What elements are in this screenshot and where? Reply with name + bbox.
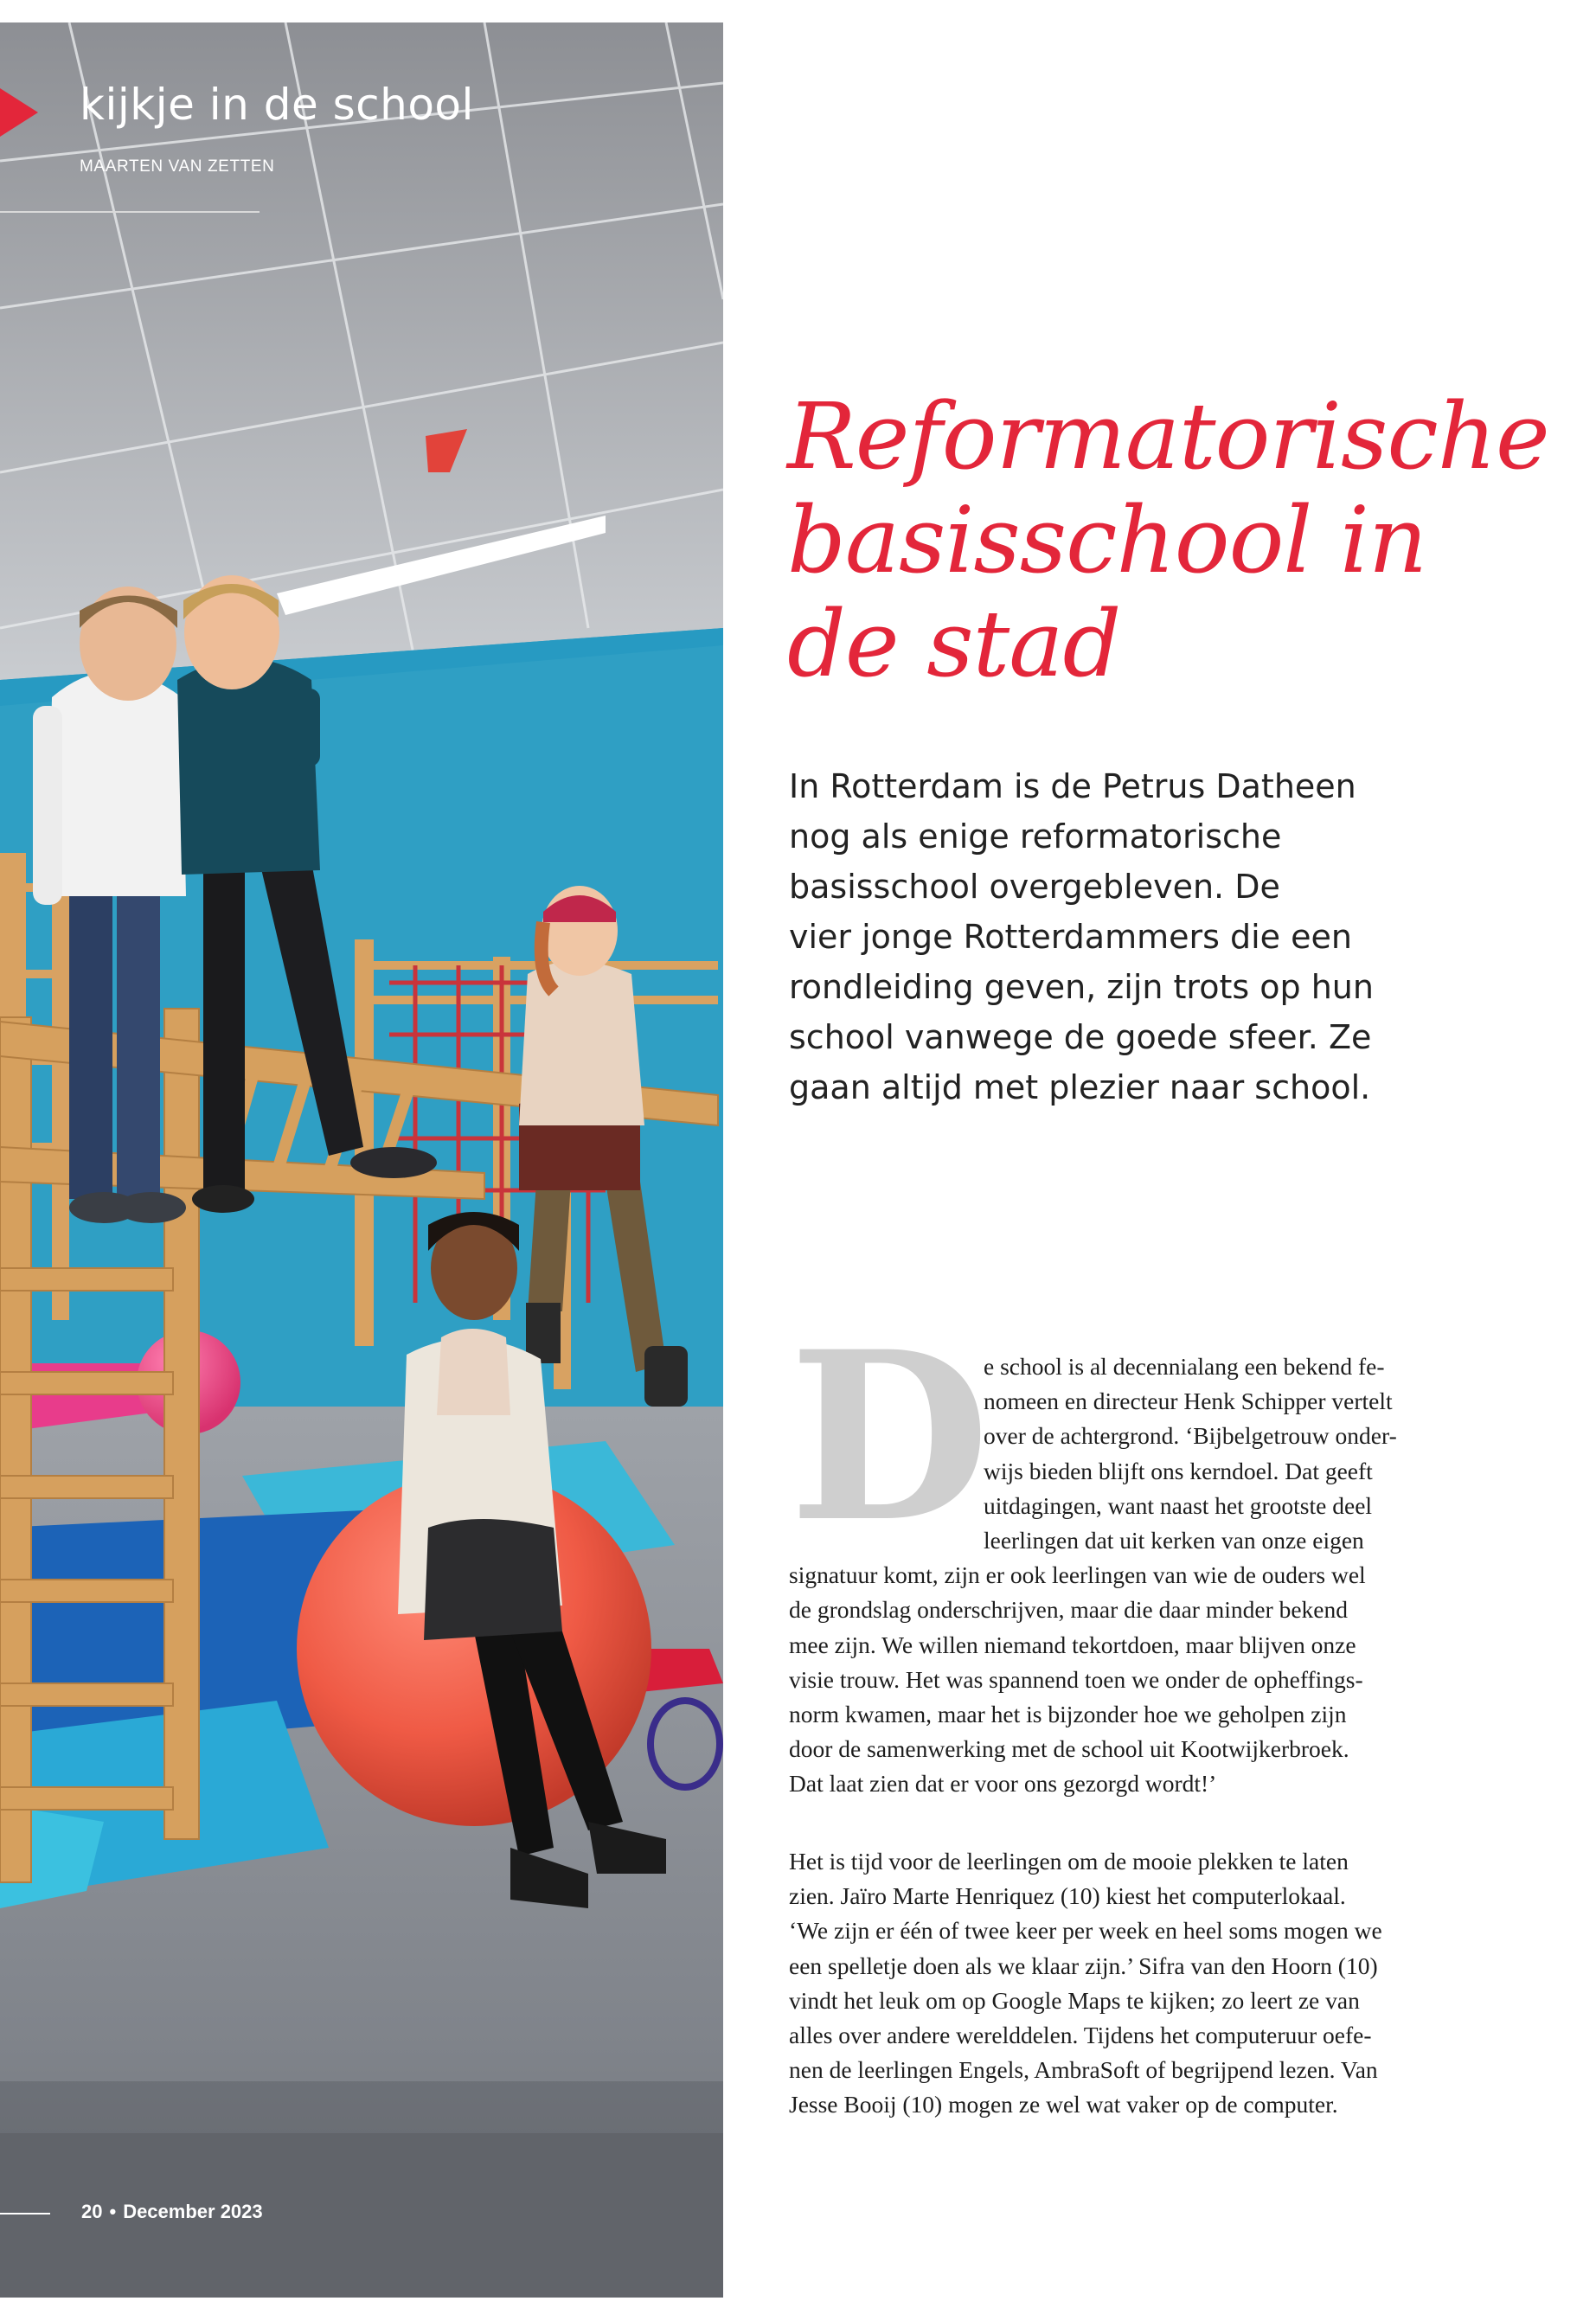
headline-line: Reformatorische bbox=[787, 383, 1549, 490]
intro-line: In Rotterdam is de Petrus Datheen bbox=[789, 767, 1356, 805]
body-line: mee zijn. We willen niemand tekortdoen, maar blijven onze bbox=[789, 1631, 1356, 1658]
section-title: kijkje in de school bbox=[80, 80, 474, 130]
article-paragraph-1 bbox=[789, 1349, 1397, 1802]
body-line: Jesse Booij (10) mogen ze wel wat vaker op de computer. bbox=[789, 2091, 1338, 2118]
intro-line: rondleiding geven, zijn trots op hun bbox=[789, 968, 1374, 1006]
body-line: nomeen en directeur Henk Schipper vertelt bbox=[984, 1388, 1393, 1415]
header-divider bbox=[0, 211, 260, 213]
intro-line: gaan altijd met plezier naar school. bbox=[789, 1068, 1371, 1106]
cover-photo bbox=[0, 22, 723, 2298]
body-line: uitdagingen, want naast het grootste deel bbox=[984, 1491, 1373, 1519]
body-line: over de achtergrond. ‘Bijbelgetrouw onder- bbox=[984, 1422, 1397, 1450]
article-paragraph-2 bbox=[789, 1844, 1382, 2123]
body-line: alles over andere werelddelen. Tijdens het computeruur oefe- bbox=[789, 2022, 1372, 2049]
body-line: door de samenwerking met de school uit Kootwijkerbroek. bbox=[789, 1735, 1349, 1763]
page-folio bbox=[81, 2201, 263, 2223]
body-line: zien. Jaïro Marte Henriquez (10) kiest het computerlokaal. bbox=[789, 1882, 1346, 1910]
body-line: norm kwamen, maar het is bijzonder hoe we geholpen zijn bbox=[789, 1701, 1347, 1728]
article-headline bbox=[787, 385, 1566, 696]
drop-cap: D bbox=[789, 1301, 990, 1574]
footer-divider bbox=[0, 2213, 50, 2214]
intro-line: basisschool overgebleven. De bbox=[789, 868, 1280, 906]
body-line: ‘We zijn er één of twee keer per week en heel soms mogen we bbox=[789, 1917, 1382, 1945]
intro-line: school vanwege de goede sfeer. Ze bbox=[789, 1018, 1372, 1056]
body-line: e school is al decennialang een bekend fe- bbox=[984, 1353, 1385, 1380]
body-line: vindt het leuk om op Google Maps te kijken; zo leert ze van bbox=[789, 1986, 1360, 2014]
page-number: 20 bbox=[81, 2201, 103, 2222]
body-line: visie trouw. Het was spannend toen we onder de opheffings- bbox=[789, 1665, 1363, 1693]
folio-separator: • bbox=[109, 2201, 117, 2222]
headline-line: basisschool in bbox=[787, 487, 1427, 593]
body-line: leerlingen dat uit kerken van onze eigen bbox=[984, 1527, 1364, 1554]
section-marker-icon bbox=[0, 88, 38, 137]
body-line: een spelletje doen als we klaar zijn.’ Sifra van den Hoorn (10) bbox=[789, 1952, 1378, 1979]
body-line: de grondslag onderschrijven, maar die daar minder bekend bbox=[789, 1596, 1349, 1624]
intro-line: vier jonge Rotterdammers die een bbox=[789, 918, 1352, 956]
body-line: signatuur komt, zijn er ook leerlingen van wie de ouders wel bbox=[789, 1561, 1366, 1589]
author-byline: MAARTEN VAN ZETTEN bbox=[80, 157, 275, 176]
body-line: Dat laat zien dat er voor ons gezorgd wordt!’ bbox=[789, 1770, 1217, 1798]
body-line: nen de leerlingen Engels, AmbraSoft of begrijpend lezen. Van bbox=[789, 2056, 1378, 2084]
intro-line: nog als enige reformatorische bbox=[789, 817, 1282, 856]
headline-line: de stad bbox=[787, 591, 1121, 697]
body-line: Het is tijd voor de leerlingen om de mooie plekken te laten bbox=[789, 1848, 1349, 1875]
article-intro bbox=[789, 761, 1464, 1112]
issue-date: December 2023 bbox=[123, 2201, 263, 2222]
body-line: wijs bieden blijft ons kerndoel. Dat geeft bbox=[984, 1457, 1373, 1484]
